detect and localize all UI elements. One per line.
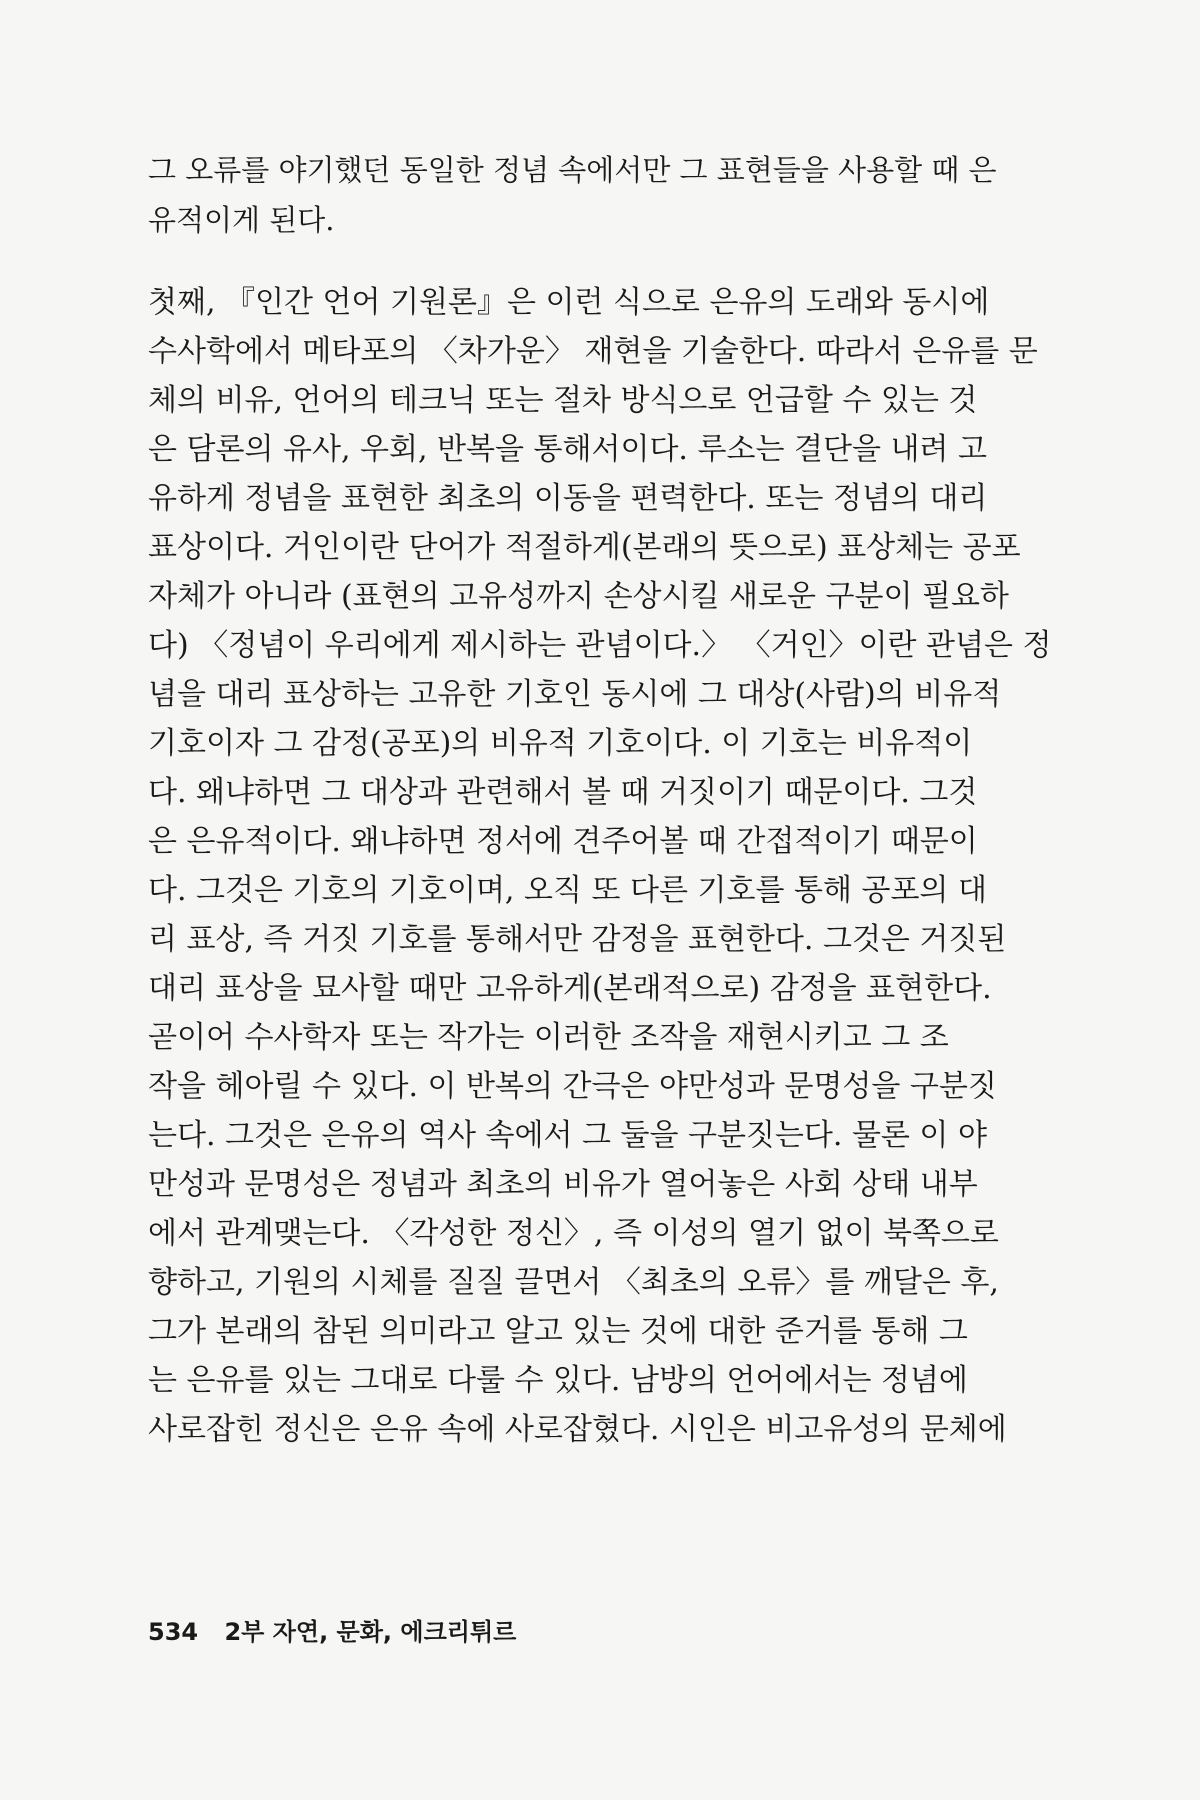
text-line: 리 표상, 즉 거짓 기호를 통해서만 감정을 표현한다. 그것은 거짓된	[148, 922, 1007, 957]
running-title: 2부 자연, 문화, 에크리튀르	[224, 1618, 517, 1646]
text-line: 그가 본래의 참된 의미라고 알고 있는 것에 대한 준거를 통해 그	[148, 1314, 968, 1349]
paragraph-continuation	[148, 145, 997, 245]
text-line: 대리 표상을 묘사할 때만 고유하게(본래적으로) 감정을 표현한다.	[148, 971, 992, 1006]
text-line: 첫째, 『인간 언어 기원론』은 이런 식으로 은유의 도래와 동시에	[148, 285, 990, 320]
text-line: 수사학에서 메타포의 〈차가운〉 재현을 기술한다. 따라서 은유를 문	[148, 334, 1038, 369]
text-line: 은 은유적이다. 왜냐하면 정서에 견주어볼 때 간접적이기 때문이	[148, 824, 978, 859]
text-line: 작을 헤아릴 수 있다. 이 반복의 간극은 야만성과 문명성을 구분짓	[148, 1069, 997, 1104]
text-line: 사로잡힌 정신은 은유 속에 사로잡혔다. 시인은 비고유성의 문체에	[148, 1412, 1007, 1447]
main-paragraphs	[148, 278, 1052, 1454]
text-line: 다) 〈정념이 우리에게 제시하는 관념이다.〉 〈거인〉이란 관념은 정	[148, 628, 1052, 663]
text-line: 향하고, 기원의 시체를 질질 끌면서 〈최초의 오류〉를 깨달은 후,	[148, 1265, 999, 1300]
text-line: 체의 비유, 언어의 테크닉 또는 절차 방식으로 언급할 수 있는 것	[148, 383, 978, 418]
text-line: 는다. 그것은 은유의 역사 속에서 그 둘을 구분짓는다. 물론 이 야	[148, 1118, 987, 1153]
text-line: 다. 왜냐하면 그 대상과 관련해서 볼 때 거짓이기 때문이다. 그것	[148, 775, 978, 810]
text-line: 념을 대리 표상하는 고유한 기호인 동시에 그 대상(사람)의 비유적	[148, 677, 1002, 712]
text-line: 유하게 정념을 표현한 최초의 이동을 편력한다. 또는 정념의 대리	[148, 481, 988, 516]
text-line: 만성과 문명성은 정념과 최초의 비유가 열어놓은 사회 상태 내부	[148, 1167, 978, 1202]
text-line: 다. 그것은 기호의 기호이며, 오직 또 다른 기호를 통해 공포의 대	[148, 873, 987, 908]
text-line: 표상이다. 거인이란 단어가 적절하게(본래의 뜻으로) 표상체는 공포	[148, 530, 1021, 565]
page-footer	[148, 1612, 516, 1647]
text-line: 는 은유를 있는 그대로 다룰 수 있다. 남방의 언어에서는 정념에	[148, 1363, 968, 1398]
text-line: 유적이게 된다.	[148, 203, 335, 237]
text-line: 그 오류를 야기했던 동일한 정념 속에서만 그 표현들을 사용할 때 은	[148, 153, 997, 187]
text-line: 곧이어 수사학자 또는 작가는 이러한 조작을 재현시키고 그 조	[148, 1020, 949, 1055]
page-number: 534	[148, 1618, 199, 1646]
text-line: 자체가 아니라 (표현의 고유성까지 손상시킬 새로운 구분이 필요하	[148, 579, 1009, 614]
text-line: 은 담론의 유사, 우회, 반복을 통해서이다. 루소는 결단을 내려 고	[148, 432, 987, 467]
text-line: 에서 관계맺는다. 〈각성한 정신〉, 즉 이성의 열기 없이 북쪽으로	[148, 1216, 999, 1251]
text-line: 기호이자 그 감정(공포)의 비유적 기호이다. 이 기호는 비유적이	[148, 726, 973, 761]
